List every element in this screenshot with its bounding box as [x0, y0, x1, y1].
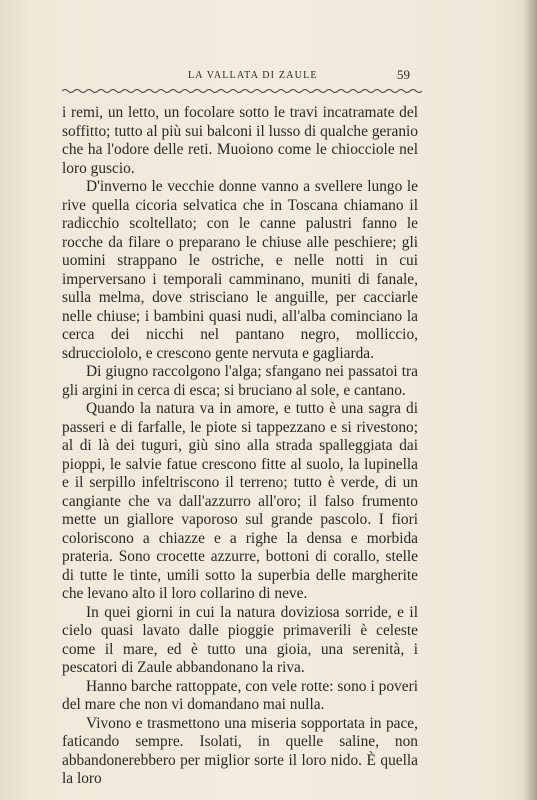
paragraph-7: Vivono e trasmettono una miseria sopportata in pace, faticando sempre. Isolati, in quelle saline, non abbandonerebbero per miglior sorte il loro nido. È quella la loro [62, 714, 418, 787]
paragraph-1: i remi, un letto, un focolare sotto le travi incatramate del soffitto; tutto al più sui balconi il lusso di qualche geranio che ha l'odore delle reti. Muoiono come le chiocciole nel loro guscio. [62, 104, 418, 177]
paragraph-4: Quando la natura va in amore, e tutto è una sagra di passeri e di farfalle, le piote si tappezzano e si rivestono; al di là dei tuguri, giù sino alla strada spalleggiata dai pioppi, le salvie fatue crescono fitte al suolo, la lupinella e il serpillo infeltriscono il terreno; tutto è verde, di un cangiante che va dall'azzurro all'oro; il falso frumento mette un giallore vaporoso sul grande pascolo. I fiori coloriscono a chiazze e a righe la densa e morbida prateria. Sono crocette azzurre, bottoni di corallo, stelle di tutte le tinte, umili sotto la superbia delle margherite che levano alto il loro collarino di neve. [62, 400, 418, 602]
paragraph-6: Hanno barche rattoppate, con vele rotte: sono i poveri del mare che non vi domandano mai nulla. [62, 677, 418, 713]
page-edge-shadow [523, 0, 537, 800]
body-text [62, 104, 418, 789]
paragraph-2: D'inverno le vecchie donne vanno a svellere lungo le rive quella cicoria selvatica che in Toscana chiamano il radicchio scoltellato; con le canne palustri fanno le rocche da filare o preparano le chiuse alle peschiere; gli uomini strappano le ostriche, e nelle notti in cui imperversano i temporali camminano, muniti di fanale, sulla melma, dove strisciano le anguille, per cacciarle nelle chiuse; i bambini quasi nudi, all'alba cominciano la cerca dei nicchi nel pantano negro, molliccio, sdrucciololo, e crescono gente nervuta e gagliarda. [62, 178, 418, 362]
paragraph-5: In quei giorni in cui la natura doviziosa sorride, e il cielo quasi lavato dalle pioggie primaverili è celeste come il mare, ed è tutto una gioia, una serenità, i pescatori di Zaule abbandonano la riva. [62, 603, 418, 676]
paragraph-3: Di giugno raccolgono l'alga; sfangano nei passatoi tra gli argini in cerca di esca; si bruciano al sole, e cantano. [62, 363, 418, 399]
page-number: 59 [397, 67, 410, 82]
decorative-wavy-rule [62, 88, 422, 94]
running-title: LA VALLATA DI ZAULE [188, 70, 318, 81]
